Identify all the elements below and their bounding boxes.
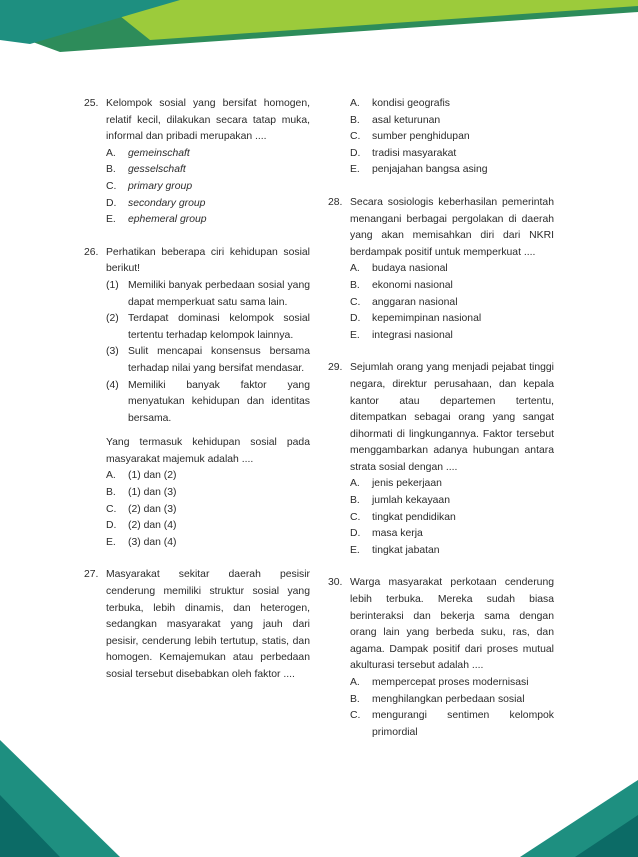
question-number: 27. xyxy=(84,569,99,581)
question-30 xyxy=(328,575,554,741)
option-letter: D. xyxy=(106,197,117,209)
question-text: Masyarakat sekitar daerah pesisir cenderung memiliki struktur sosial yang terbuka, lebih dinamis, dan heterogen, sedangkan masyarakat yang jauh dari pesisir, cenderung lebih tertutup, statis, dan homogen. Kemajemukan atau perbedaan sosial tersebut disebabkan oleh faktor .... xyxy=(106,569,310,680)
question-number: 30. xyxy=(328,577,343,589)
option-c xyxy=(350,510,554,527)
option-text: ephemeral group xyxy=(128,214,207,226)
option-letter: A. xyxy=(350,677,360,688)
statement-2 xyxy=(106,311,310,344)
option-letter: D. xyxy=(350,313,361,325)
option-a xyxy=(106,468,310,485)
option-text: kepemimpinan nasional xyxy=(372,313,482,325)
option-letter: C. xyxy=(350,710,361,722)
option-text: tingkat jabatan xyxy=(372,544,440,556)
option-text: (1) dan (3) xyxy=(128,487,177,499)
statement-text: Terdapat dominasi kelompok sosial tertentu terhadap kelompok lainnya. xyxy=(128,313,310,341)
question-text: Secara sosiologis keberhasilan pemerintah menangani berbagai pergolakan di daerah yang akan memisahkan diri dari NKRI berdampak positif untuk memperkuat .... xyxy=(350,196,554,258)
statement-text: Memiliki banyak perbedaan sosial yang dapat memperkuat satu sama lain. xyxy=(128,279,310,308)
option-b xyxy=(350,113,554,130)
option-text: jumlah kekayaan xyxy=(372,495,450,507)
option-text: tingkat pendidikan xyxy=(372,511,456,523)
option-b xyxy=(350,493,554,510)
option-letter: E. xyxy=(106,536,116,548)
option-letter: C. xyxy=(106,503,117,515)
option-text: secondary group xyxy=(128,197,206,209)
option-e xyxy=(106,212,310,229)
option-c xyxy=(350,129,554,146)
statement-3 xyxy=(106,344,310,377)
statement-text: Memiliki banyak faktor yang menyatukan kehidupan dan identitas bersama. xyxy=(128,379,310,424)
option-letter: C. xyxy=(106,180,117,192)
option-text: anggaran nasional xyxy=(372,296,458,308)
option-letter: E. xyxy=(350,329,360,341)
option-a xyxy=(350,96,554,113)
option-e xyxy=(106,535,310,552)
option-c xyxy=(350,295,554,312)
question-26 xyxy=(84,245,310,552)
option-e xyxy=(350,162,554,179)
option-c xyxy=(106,179,310,196)
option-a xyxy=(350,675,554,692)
option-d xyxy=(350,311,554,328)
option-e xyxy=(350,328,554,345)
option-d xyxy=(106,196,310,213)
right-column xyxy=(328,96,554,757)
option-b xyxy=(106,485,310,502)
footer-corner-teal-dark xyxy=(0,795,60,857)
option-text: mempercepat proses modernisasi xyxy=(372,677,529,688)
footer-right-teal xyxy=(520,780,638,857)
option-b xyxy=(106,162,310,179)
option-text: gemeinschaft xyxy=(128,147,190,159)
header-band-teal xyxy=(0,0,180,44)
option-letter: C. xyxy=(350,131,361,143)
statement-number: (2) xyxy=(106,313,119,325)
question-number: 28. xyxy=(328,196,343,208)
question-text: Kelompok sosial yang bersifat homogen, relatif kecil, dilakukan secara tatap muka, informal dan pribadi merupakan .... xyxy=(106,98,310,143)
question-number: 29. xyxy=(328,362,343,374)
option-text: tradisi masyarakat xyxy=(372,147,457,159)
option-letter: B. xyxy=(350,693,360,705)
statement-text: Sulit mencapai konsensus bersama terhadap nilai yang bersifat mendasar. xyxy=(128,346,310,374)
option-letter: D. xyxy=(106,520,117,532)
question-text: Warga masyarakat perkotaan cenderung lebih terbuka. Mereka sudah biasa berinteraksi dan bekerja sama dengan orang lain yang berbeda suku, ras, dan agama. Dampak positif dari proses mutual akulturasi tersebut adalah .... xyxy=(350,577,554,672)
option-text: sumber penghidupan xyxy=(372,131,470,143)
question-28 xyxy=(328,195,554,344)
option-text: (1) dan (2) xyxy=(128,470,177,482)
option-text: (3) dan (4) xyxy=(128,536,177,548)
option-letter: C. xyxy=(350,296,361,308)
option-text: gesselschaft xyxy=(128,164,186,176)
statement-number: (4) xyxy=(106,379,119,391)
question-25 xyxy=(84,96,310,229)
header-band-dark-green xyxy=(0,0,638,52)
option-text: menghilangkan perbedaan sosial xyxy=(372,693,525,705)
question-subtext: Yang termasuk kehidupan sosial pada masyarakat majemuk adalah .... xyxy=(106,437,310,465)
option-b xyxy=(350,692,554,709)
option-letter: E. xyxy=(350,544,360,556)
option-letter: E. xyxy=(350,164,360,176)
option-text: penjajahan bangsa asing xyxy=(372,164,488,176)
option-a xyxy=(106,146,310,163)
question-27-options xyxy=(350,96,554,179)
option-letter: D. xyxy=(350,147,361,159)
option-letter: A. xyxy=(350,263,360,275)
option-text: jenis pekerjaan xyxy=(372,478,442,490)
statement-number: (1) xyxy=(106,279,119,291)
option-text: kondisi geografis xyxy=(372,98,450,109)
option-d xyxy=(350,146,554,163)
statement-4 xyxy=(106,378,310,428)
option-letter: D. xyxy=(350,528,361,540)
option-letter: E. xyxy=(106,214,116,226)
option-c xyxy=(106,502,310,519)
footer-right-dark xyxy=(575,815,638,857)
option-letter: B. xyxy=(106,487,116,499)
option-letter: B. xyxy=(350,279,360,291)
statement-1 xyxy=(106,278,310,311)
option-letter: A. xyxy=(350,478,360,490)
option-d xyxy=(106,518,310,535)
header-band-light-green xyxy=(100,0,638,40)
option-text: budaya nasional xyxy=(372,263,448,275)
option-e xyxy=(350,543,554,560)
option-text: integrasi nasional xyxy=(372,329,453,341)
question-text: Perhatikan beberapa ciri kehidupan sosial berikut! xyxy=(106,246,310,275)
option-text: primary group xyxy=(128,180,193,192)
option-a xyxy=(350,261,554,278)
option-text: asal keturunan xyxy=(372,114,441,126)
option-b xyxy=(350,278,554,295)
left-column xyxy=(84,96,310,700)
option-text: ekonomi nasional xyxy=(372,279,453,291)
option-letter: A. xyxy=(350,98,360,109)
option-letter: B. xyxy=(106,164,116,176)
option-text: (2) dan (4) xyxy=(128,520,177,532)
option-d xyxy=(350,526,554,543)
option-letter: B. xyxy=(350,114,360,126)
question-text: Sejumlah orang yang menjadi pejabat tinggi negara, direktur perusahaan, dan kepala kantor atau departemen tertentu, ditempatkan sebagai orang yang sangat dihormati di lingkungannya. Faktor tersebut menggambarkan adanya hubungan antara strata sosial dengan .... xyxy=(350,362,554,473)
footer-corner-teal xyxy=(0,740,120,857)
option-letter: B. xyxy=(350,495,360,507)
question-number: 25. xyxy=(84,98,99,109)
question-29 xyxy=(328,360,554,559)
question-number: 26. xyxy=(84,246,99,258)
option-a xyxy=(350,476,554,493)
option-text: mengurangi sentimen kelompok primordial xyxy=(372,710,554,738)
option-letter: A. xyxy=(106,470,116,482)
statement-number: (3) xyxy=(106,346,119,358)
option-letter: A. xyxy=(106,147,116,159)
option-text: masa kerja xyxy=(372,528,423,540)
option-text: (2) dan (3) xyxy=(128,503,177,515)
option-letter: C. xyxy=(350,511,361,523)
option-c xyxy=(350,708,554,741)
question-27 xyxy=(84,567,310,683)
